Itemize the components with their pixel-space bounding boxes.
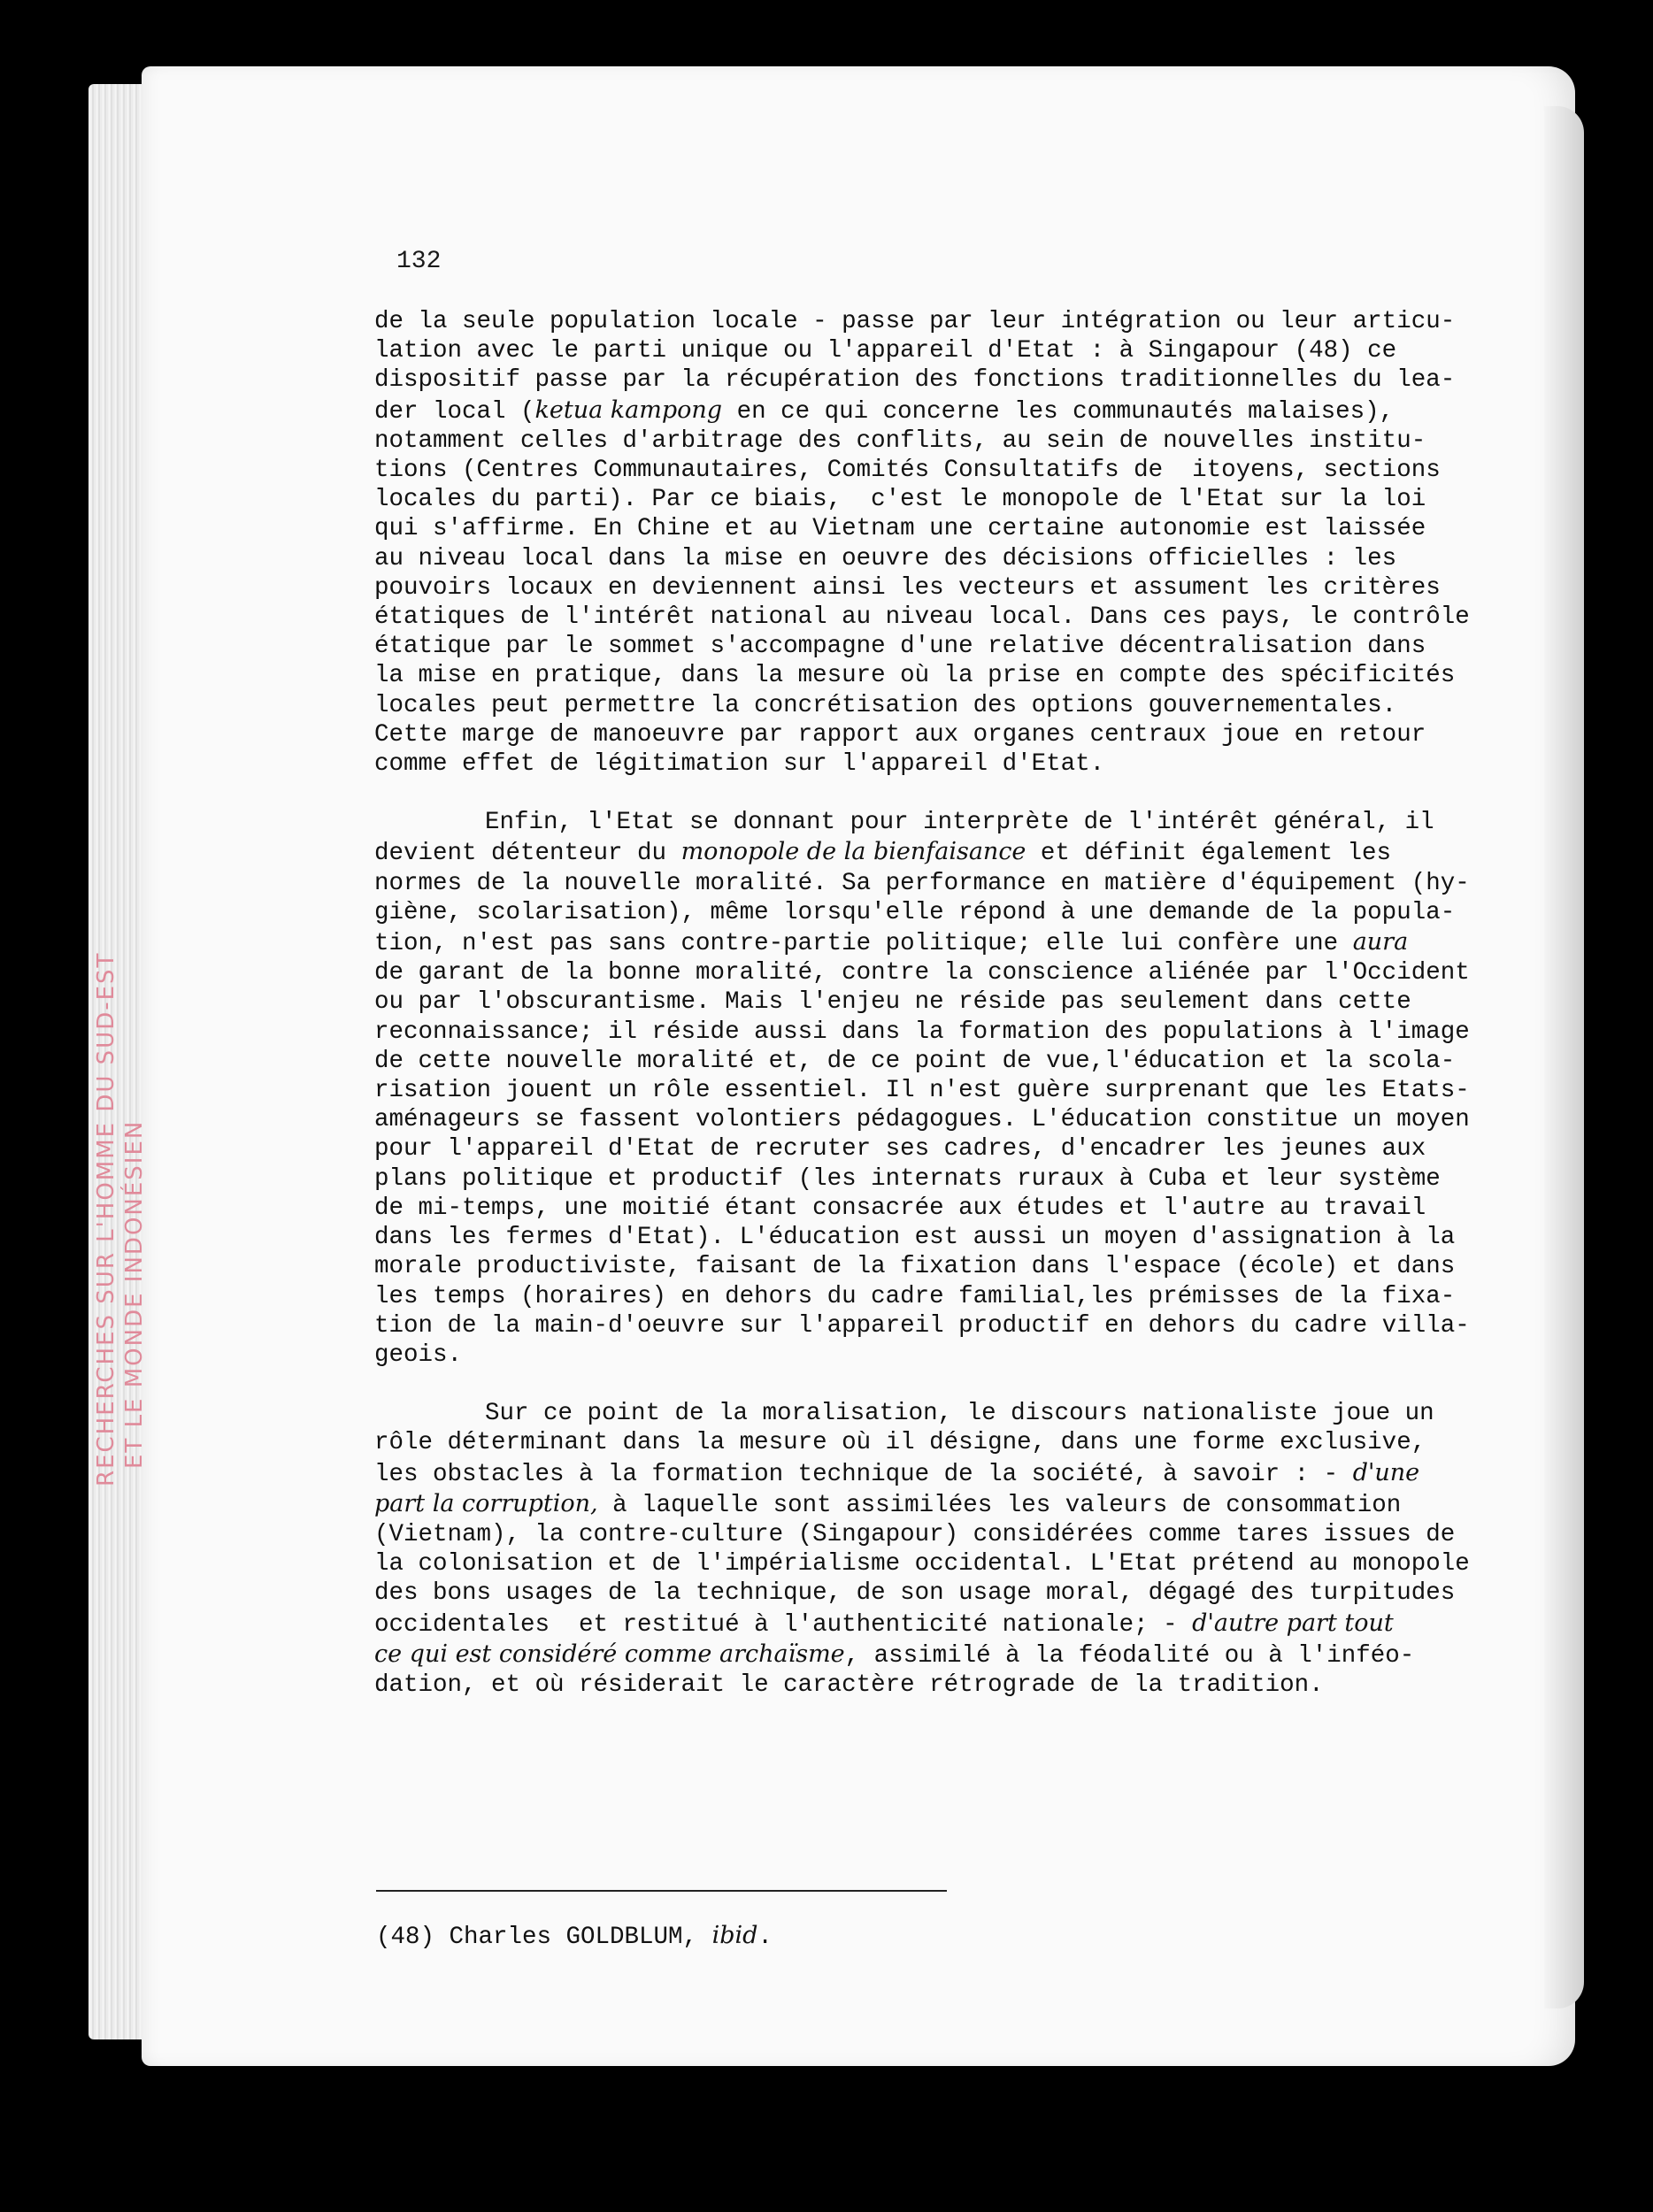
- text-run: de cette nouvelle moralité et, de ce point de vue,l'éducation et la scola-: [374, 1047, 1456, 1075]
- text-line: [374, 1252, 1489, 1281]
- text-run: de la seule population locale - passe par leur intégration ou leur articu-: [374, 308, 1456, 335]
- text-run: qui s'affirme. En Chine et au Vietnam une certaine autonomie est laissée: [374, 515, 1426, 543]
- text-line: [374, 869, 1489, 898]
- italic-text: d'une: [1352, 1458, 1420, 1486]
- text-run: occidentales et restitué à l'authenticité nationale; -: [374, 1610, 1193, 1639]
- text-run: ou par l'obscurantisme. Mais l'enjeu ne réside pas seulement dans cette: [374, 988, 1411, 1017]
- text-run: étatique par le sommet s'accompagne d'une relative décentralisation dans: [374, 633, 1426, 661]
- text-line: [374, 1018, 1489, 1047]
- text-run: en ce qui concerne les communautés malaises),: [722, 397, 1395, 426]
- text-line: [374, 1399, 1489, 1428]
- text-run: devient détenteur du: [374, 840, 681, 868]
- text-run: reconnaissance; il réside aussi dans la formation des populations à l'image: [374, 1018, 1470, 1046]
- text-run: risation jouent un rôle essentiel. Il n'est guère surprenant que les Etats-: [374, 1077, 1470, 1105]
- page-number: 132: [396, 248, 442, 275]
- text-line: [374, 1047, 1489, 1076]
- text-run: giène, scolarisation), même lorsqu'elle répond à une demande de la popula-: [374, 898, 1456, 926]
- text-line: [374, 720, 1489, 749]
- text-line: [374, 661, 1489, 690]
- text-line: [374, 1223, 1489, 1252]
- text-run: Enfin, l'Etat se donnant pour interprète de l'intérêt général, il: [485, 809, 1434, 837]
- footnote-italic: ibid: [711, 1922, 758, 1949]
- text-line: [374, 1282, 1489, 1311]
- text-line: [374, 987, 1489, 1017]
- text-line: [374, 1520, 1489, 1549]
- text-line: [374, 603, 1489, 632]
- side-stamp-line-2: ET LE MONDE INDONÉSIEN: [121, 1119, 148, 1469]
- text-run: les temps (horaires) en dehors du cadre familial,les prémisses de la fixa-: [374, 1282, 1456, 1310]
- text-line: [374, 1428, 1489, 1457]
- text-run: des bons usages de la technique, de son usage moral, dégagé des turpitudes: [374, 1579, 1456, 1608]
- text-line: [374, 1311, 1489, 1340]
- text-run: tions (Centres Communautaires, Comités Consultatifs de itoyens, sections: [374, 457, 1441, 485]
- text-run: pouvoirs locaux en deviennent ainsi les vecteurs et assument les critères: [374, 573, 1441, 602]
- text-run: , assimilé à la féodalité ou à l'inféo-: [844, 1641, 1415, 1670]
- text-line: [374, 1164, 1489, 1194]
- text-line: [374, 691, 1489, 720]
- text-run: la colonisation et de l'impérialisme occidental. L'Etat prétend au monopole: [374, 1550, 1470, 1578]
- text-line: [374, 396, 1489, 426]
- text-line: [374, 426, 1489, 456]
- text-line: [374, 1105, 1489, 1134]
- text-line: [374, 958, 1489, 987]
- text-run: tion, n'est pas sans contre-partie politique; elle lui confère une: [374, 930, 1353, 958]
- footnote-prefix: (48) Charles GOLDBLUM,: [376, 1924, 712, 1951]
- text-run: lation avec le parti unique ou l'appareil d'Etat : à Singapour (48) ce: [374, 337, 1397, 365]
- side-stamp-line-1: RECHERCHES SUR L'HOMME DU SUD-EST: [93, 951, 119, 1486]
- text-run: à laquelle sont assimilées les valeurs de consommation: [597, 1491, 1402, 1519]
- italic-text: d'autre part tout: [1192, 1609, 1394, 1637]
- text-run: aménageurs se fassent volontiers pédagogues. L'éducation constitue un moyen: [374, 1106, 1470, 1134]
- text-run: (Vietnam), la contre-culture (Singapour) considérées comme tares issues de: [374, 1520, 1456, 1548]
- text-run: notamment celles d'arbitrage des conflits, au sein de nouvelles institu-: [374, 426, 1426, 455]
- text-run: de mi-temps, une moitié étant consacrée aux études et l'autre au travail: [374, 1194, 1426, 1222]
- paragraph: [374, 307, 1489, 779]
- text-run: dans les fermes d'Etat). L'éducation est aussi un moyen d'assignation à la: [374, 1224, 1456, 1252]
- text-run: tion de la main-d'oeuvre sur l'appareil productif en dehors du cadre villa-: [374, 1311, 1470, 1340]
- text-line: [374, 1489, 1489, 1520]
- text-run: de garant de la bonne moralité, contre la conscience aliénée par l'Occident: [374, 959, 1470, 987]
- text-run: les obstacles à la formation technique de la société, à savoir : -: [374, 1460, 1353, 1488]
- text-line: [374, 1549, 1489, 1578]
- text-run: au niveau local dans la mise en oeuvre des décisions officielles : les: [374, 544, 1397, 572]
- text-line: [374, 749, 1489, 779]
- text-line: [374, 808, 1489, 837]
- text-line: [374, 544, 1489, 573]
- text-line: [374, 1640, 1489, 1671]
- italic-text: aura: [1352, 928, 1409, 956]
- italic-text: monopole de la bienfaisance: [680, 838, 1026, 866]
- footnote-rule: [376, 1890, 947, 1892]
- text-run: et définit également les: [1026, 840, 1391, 868]
- text-line: [374, 456, 1489, 485]
- text-line: [374, 1194, 1489, 1223]
- footnote-suffix: .: [757, 1924, 773, 1951]
- text-run: Sur ce point de la moralisation, le discours nationaliste joue un: [485, 1400, 1434, 1428]
- body-text: [374, 307, 1489, 1700]
- text-run: geois.: [374, 1340, 463, 1369]
- text-run: rôle déterminant dans la mesure où il désigne, dans une forme exclusive,: [374, 1429, 1426, 1457]
- text-run: der local (: [374, 397, 535, 426]
- text-run: dation, et où résiderait le caractère rétrograde de la tradition.: [374, 1671, 1324, 1699]
- italic-text: ketua kampong: [534, 396, 723, 424]
- text-run: locales du parti). Par ce biais, c'est le monopole de l'Etat sur la loi: [374, 486, 1426, 514]
- text-line: [374, 1671, 1489, 1700]
- footnote: [376, 1922, 773, 1951]
- text-run: morale productiviste, faisant de la fixation dans l'espace (école) et dans: [374, 1253, 1456, 1281]
- text-line: [374, 1578, 1489, 1608]
- text-line: [374, 307, 1489, 336]
- text-run: comme effet de légitimation sur l'appareil d'Etat.: [374, 750, 1105, 779]
- text-line: [374, 1134, 1489, 1164]
- text-line: [374, 573, 1489, 603]
- text-run: Cette marge de manoeuvre par rapport aux organes centraux joue en retour: [374, 720, 1426, 749]
- text-run: pour l'appareil d'Etat de recruter ses cadres, d'encadrer les jeunes aux: [374, 1135, 1426, 1164]
- text-line: [374, 1609, 1489, 1640]
- text-run: locales peut permettre la concrétisation des options gouvernementales.: [374, 691, 1397, 719]
- text-line: [374, 632, 1489, 661]
- italic-text: part la corruption,: [374, 1489, 598, 1517]
- side-stamp: [75, 938, 208, 1486]
- text-run: normes de la nouvelle moralité. Sa performance en matière d'équipement (hy-: [374, 869, 1470, 897]
- italic-text: ce qui est considéré comme archaïsme: [374, 1640, 845, 1668]
- text-line: [374, 927, 1489, 958]
- paragraph: [374, 1399, 1489, 1700]
- text-line: [374, 1340, 1489, 1370]
- text-run: plans politique et productif (les internats ruraux à Cuba et leur système: [374, 1164, 1441, 1193]
- paragraph: [374, 808, 1489, 1370]
- text-line: [374, 514, 1489, 543]
- text-run: la mise en pratique, dans la mesure où la prise en compte des spécificités: [374, 662, 1456, 690]
- text-run: dispositif passe par la récupération des fonctions traditionnelles du lea-: [374, 366, 1456, 395]
- text-line: [374, 336, 1489, 365]
- text-line: [374, 837, 1489, 868]
- text-line: [374, 485, 1489, 514]
- text-line: [374, 1458, 1489, 1489]
- text-line: [374, 898, 1489, 927]
- text-line: [374, 1076, 1489, 1105]
- text-line: [374, 365, 1489, 395]
- text-run: étatiques de l'intérêt national au niveau local. Dans ces pays, le contrôle: [374, 603, 1470, 632]
- page-curl-edge: [1544, 106, 1584, 2008]
